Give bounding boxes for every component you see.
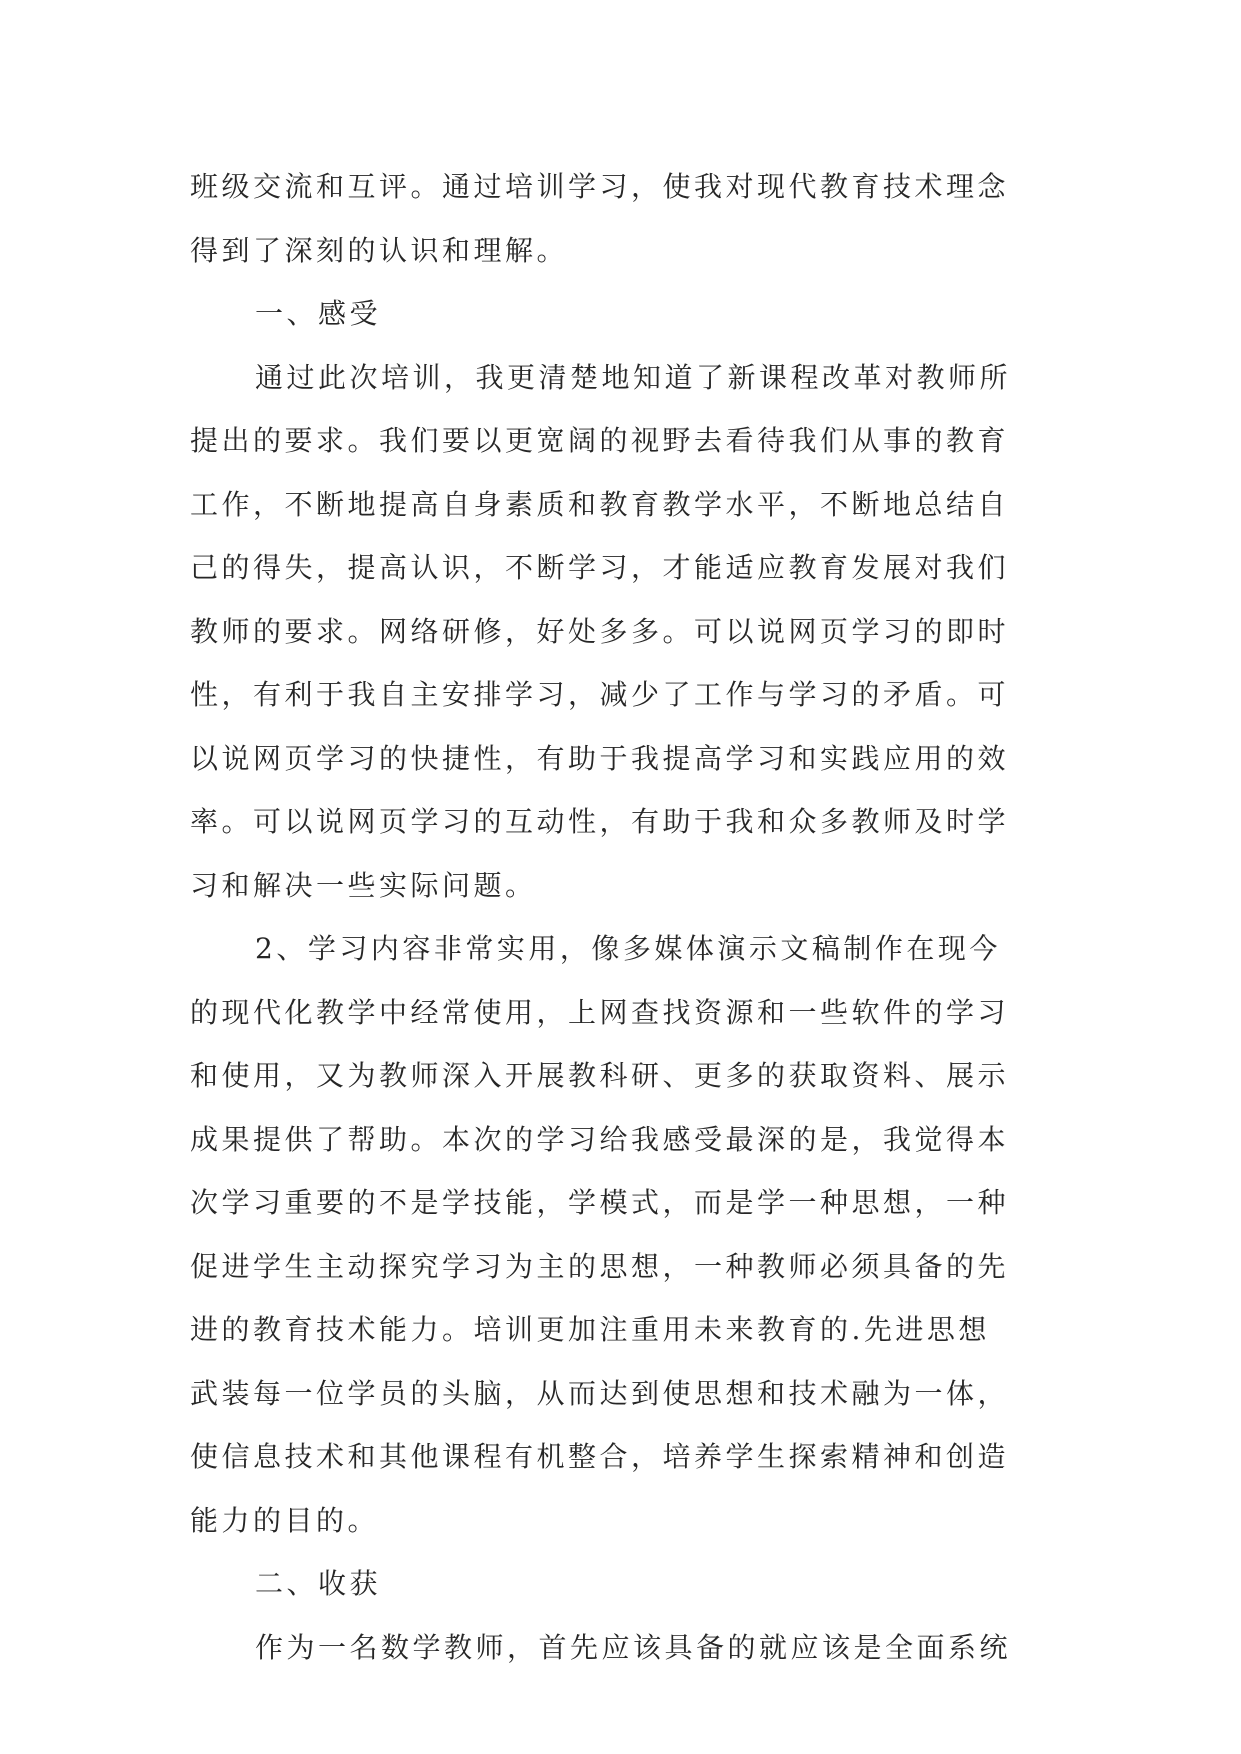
- text-line: 通过此次培训，我更清楚地知道了新课程改革对教师所: [255, 360, 1012, 394]
- text-line: 习和解决一些实际问题。: [190, 868, 537, 902]
- text-line: 2、学习内容非常实用，像多媒体演示文稿制作在现今: [255, 932, 1001, 965]
- text-line: 和使用，又为教师深入开展教科研、更多的获取资料、展示: [190, 1059, 1010, 1092]
- text-line: 的现代化教学中经常使用，上网查找资源和一些软件的学习: [190, 995, 1010, 1029]
- text-line: 促进学生主动探究学习为主的思想，一种教师必须具备的先: [190, 1249, 1010, 1283]
- text-line: 工作，不断地提高自身素质和教育教学水平，不断地总结自: [190, 487, 1010, 521]
- text-line: 教师的要求。网络研修，好处多多。可以说网页学习的即时: [190, 614, 1010, 648]
- text-line: 次学习重要的不是学技能，学模式，而是学一种思想，一种: [190, 1186, 1010, 1219]
- text-line: 进的教育技术能力。培训更加注重用未来教育的.先进思想: [190, 1313, 990, 1346]
- section-heading: 二、收获: [255, 1567, 382, 1600]
- text-line: 成果提供了帮助。本次的学习给我感受最深的是，我觉得本: [190, 1122, 1010, 1156]
- text-line: 己的得失，提高认识，不断学习，才能适应教育发展对我们: [190, 551, 1010, 584]
- text-line: 以说网页学习的快捷性，有助于我提高学习和实践应用的效: [190, 741, 1010, 775]
- text-line: 作为一名数学教师，首先应该具备的就应该是全面系统: [255, 1630, 1012, 1664]
- section-heading: 一、感受: [255, 297, 382, 330]
- text-line: 提出的要求。我们要以更宽阔的视野去看待我们从事的教育: [190, 424, 1010, 457]
- text-line: 得到了深刻的认识和理解。: [190, 233, 569, 267]
- text-line: 率。可以说网页学习的互动性，有助于我和众多教师及时学: [190, 805, 1010, 838]
- text-line: 班级交流和互评。通过培训学习，使我对现代教育技术理念: [190, 170, 1010, 203]
- text-line: 能力的目的。: [190, 1503, 380, 1537]
- text-line: 使信息技术和其他课程有机整合，培养学生探索精神和创造: [190, 1440, 1010, 1473]
- text-line: 性，有利于我自主安排学习，减少了工作与学习的矛盾。可: [190, 678, 1010, 711]
- text-line: 武装每一位学员的头脑，从而达到使思想和技术融为一体，: [190, 1376, 1010, 1410]
- document-body: [190, 155, 1060, 1679]
